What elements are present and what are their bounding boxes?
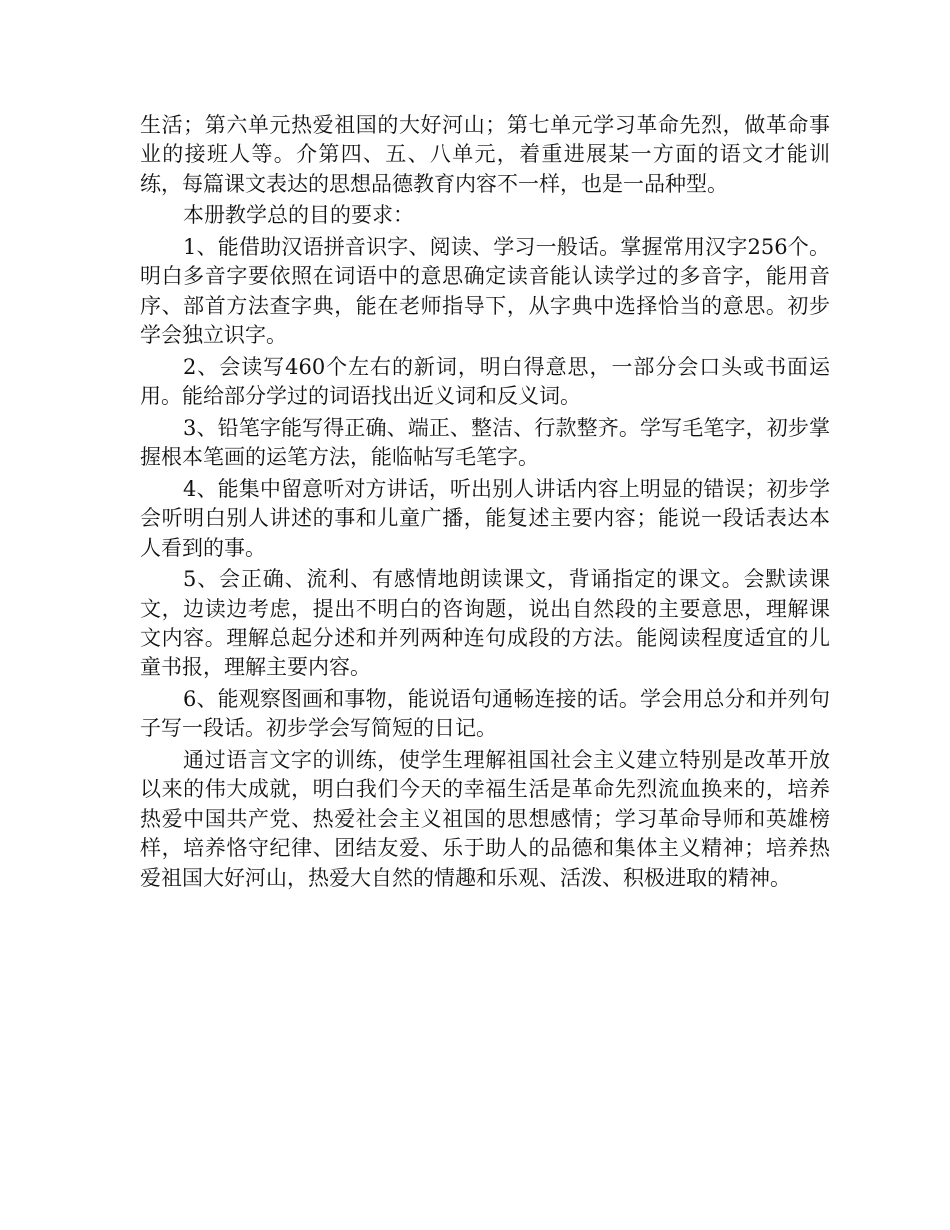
paragraph-goals-heading: 本册教学总的目的要求：	[183, 203, 414, 228]
paragraph-goal-4: 4、能集中留意听对方讲话，听出别人讲话内容上明显的错误；初步学会听明白别人讲述的事和儿童广播，能复述主要内容；能说一段话表达本人看到的事。	[140, 476, 830, 560]
document-page	[140, 111, 830, 1111]
paragraph-summary: 通过语言文字的训练，使学生理解祖国社会主义建立特别是改革开放以来的伟大成就，明白我们今天的幸福生活是革命先烈流血换来的，培养热爱中国共产党、热爱社会主义祖国的思想感情；学习革命导师和英雄榜样，培养恪守纪律、团结友爱、乐于助人的品德和集体主义精神；培养热爱祖国大好河山，热爱大自然的情趣和乐观、活泼、积极进取的精神。	[140, 748, 830, 890]
paragraph-continuation: 生活；第六单元热爱祖国的大好河山；第七单元学习革命先烈，做革命事业的接班人等。介第四、五、八单元，着重进展某一方面的语文才能训练，每篇课文表达的思想品德教育内容不一样，也是一品种型。	[140, 113, 830, 196]
paragraph-goal-2: 2、会读写460个左右的新词，明白得意思，一部分会口头或书面运用。能给部分学过的词语找出近义词和反义词。	[140, 354, 830, 409]
paragraph-goal-5: 5、会正确、流利、有感情地朗读课文，背诵指定的课文。会默读课文，边读边考虑，提出不明白的咨询题，说出自然段的主要意思，理解课文内容。理解总起分述和并列两种连句成段的方法。能阅读程度适宜的儿童书报，理解主要内容。	[140, 567, 830, 680]
paragraph-goal-3: 3、铅笔字能写得正确、端正、整洁、行款整齐。学写毛笔字，初步掌握根本笔画的运笔方法，能临帖写毛笔字。	[140, 415, 830, 470]
paragraph-goal-1: 1、能借助汉语拼音识字、阅读、学习一般话。掌握常用汉字256个。明白多音字要依照在词语中的意思确定读音能认读学过的多音字，能用音序、部首方法查字典，能在老师指导下，从字典中选择恰当的意思。初步学会独立识字。	[140, 235, 830, 348]
paragraph-goal-6: 6、能观察图画和事物，能说语句通畅连接的话。学会用总分和并列句子写一段话。初步学会写简短的日记。	[140, 687, 830, 741]
